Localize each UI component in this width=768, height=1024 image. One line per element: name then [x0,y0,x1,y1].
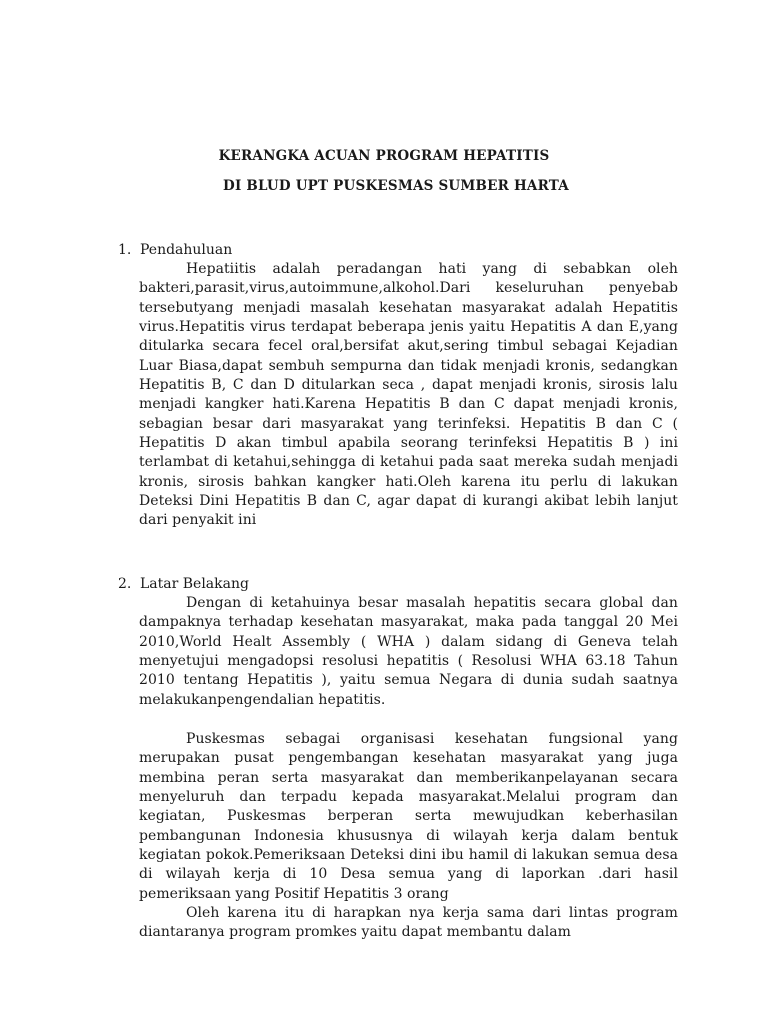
section-title: Pendahuluan [140,242,233,258]
section-heading [118,240,678,260]
section-title: Latar Belakang [140,576,249,592]
paragraph: Dengan di ketahuinya besar masalah hepatitis secara global dan dampaknya terhadap kesehatan masyarakat, maka pada tanggal 20 Mei 2010,World Healt Assembly ( WHA ) dalam sidang di Geneva telah menyetujui mengadopsi resolusi hepatitis ( Resolusi WHA 63.18 Tahun 2010 tentang Hepatitis ), yaitu semua Negara di dunia sudah saatnya melakukanpengendalian hepatitis. [139,595,678,708]
section-pendahuluan [118,240,678,578]
paragraph: Oleh karena itu di harapkan nya kerja sama dari lintas program diantaranya program promkes yaitu dapat membantu dalam [139,905,678,941]
section-latar-belakang [118,574,678,954]
document-title-line-1: KERANGKA ACUAN PROGRAM HEPATITIS [218,148,550,164]
section-heading [118,574,678,594]
section-number: 1. [118,242,132,258]
document-title-line-2: DI BLUD UPT PUSKESMAS SUMBER HARTA [223,178,569,194]
section-number: 2. [118,576,132,592]
paragraph: Hepatiitis adalah peradangan hati yang di sebabkan oleh bakteri,parasit,virus,autoimmune,alkohol.Dari keseluruhan penyebab tersebutyang menjadi masalah kesehatan masyarakat adalah Hepatitis virus.Hepatitis virus terdapat beberapa jenis yaitu Hepatitis A dan E,yang ditularka secara fecel oral,bersifat akut,sering timbul sebagai Kejadian Luar Biasa,dapat sembuh sempurna dan tidak menjadi kronis, sedangkan Hepatitis B, C dan D ditularkan seca , dapat menjadi kronis, sirosis lalu menjadi kangker hati.Karena Hepatitis B dan C dapat menjadi kronis, sebagian besar dari masyarakat yang terinfeksi. Hepatitis B dan C ( Hepatitis D akan timbul apabila seorang terinfeksi Hepatitis B ) ini terlambat di ketahui,sehingga di ketahui pada saat mereka sudah menjadi kronis, sirosis bahkan kangker hati.Oleh karena itu perlu di lakukan Deteksi Dini Hepatitis B dan C, agar dapat di kurangi akibat lebih lanjut dari penyakit ini [139,261,678,529]
paragraph: Puskesmas sebagai organisasi kesehatan fungsional yang merupakan pusat pengembangan kesehatan masyarakat yang juga membina peran serta masyarakat dan memberikanpelayanan secara menyeluruh dan terpadu kepada masyarakat.Melalui program dan kegiatan, Puskesmas berperan serta mewujudkan keberhasilan pembangunan Indonesia khususnya di wilayah kerja dalam bentuk kegiatan pokok.Pemeriksaan Deteksi dini ibu hamil di lakukan semua desa di wilayah kerja di 10 Desa semua yang di laporkan .dari hasil pemeriksaan yang Positif Hepatitis 3 orang [139,731,678,902]
